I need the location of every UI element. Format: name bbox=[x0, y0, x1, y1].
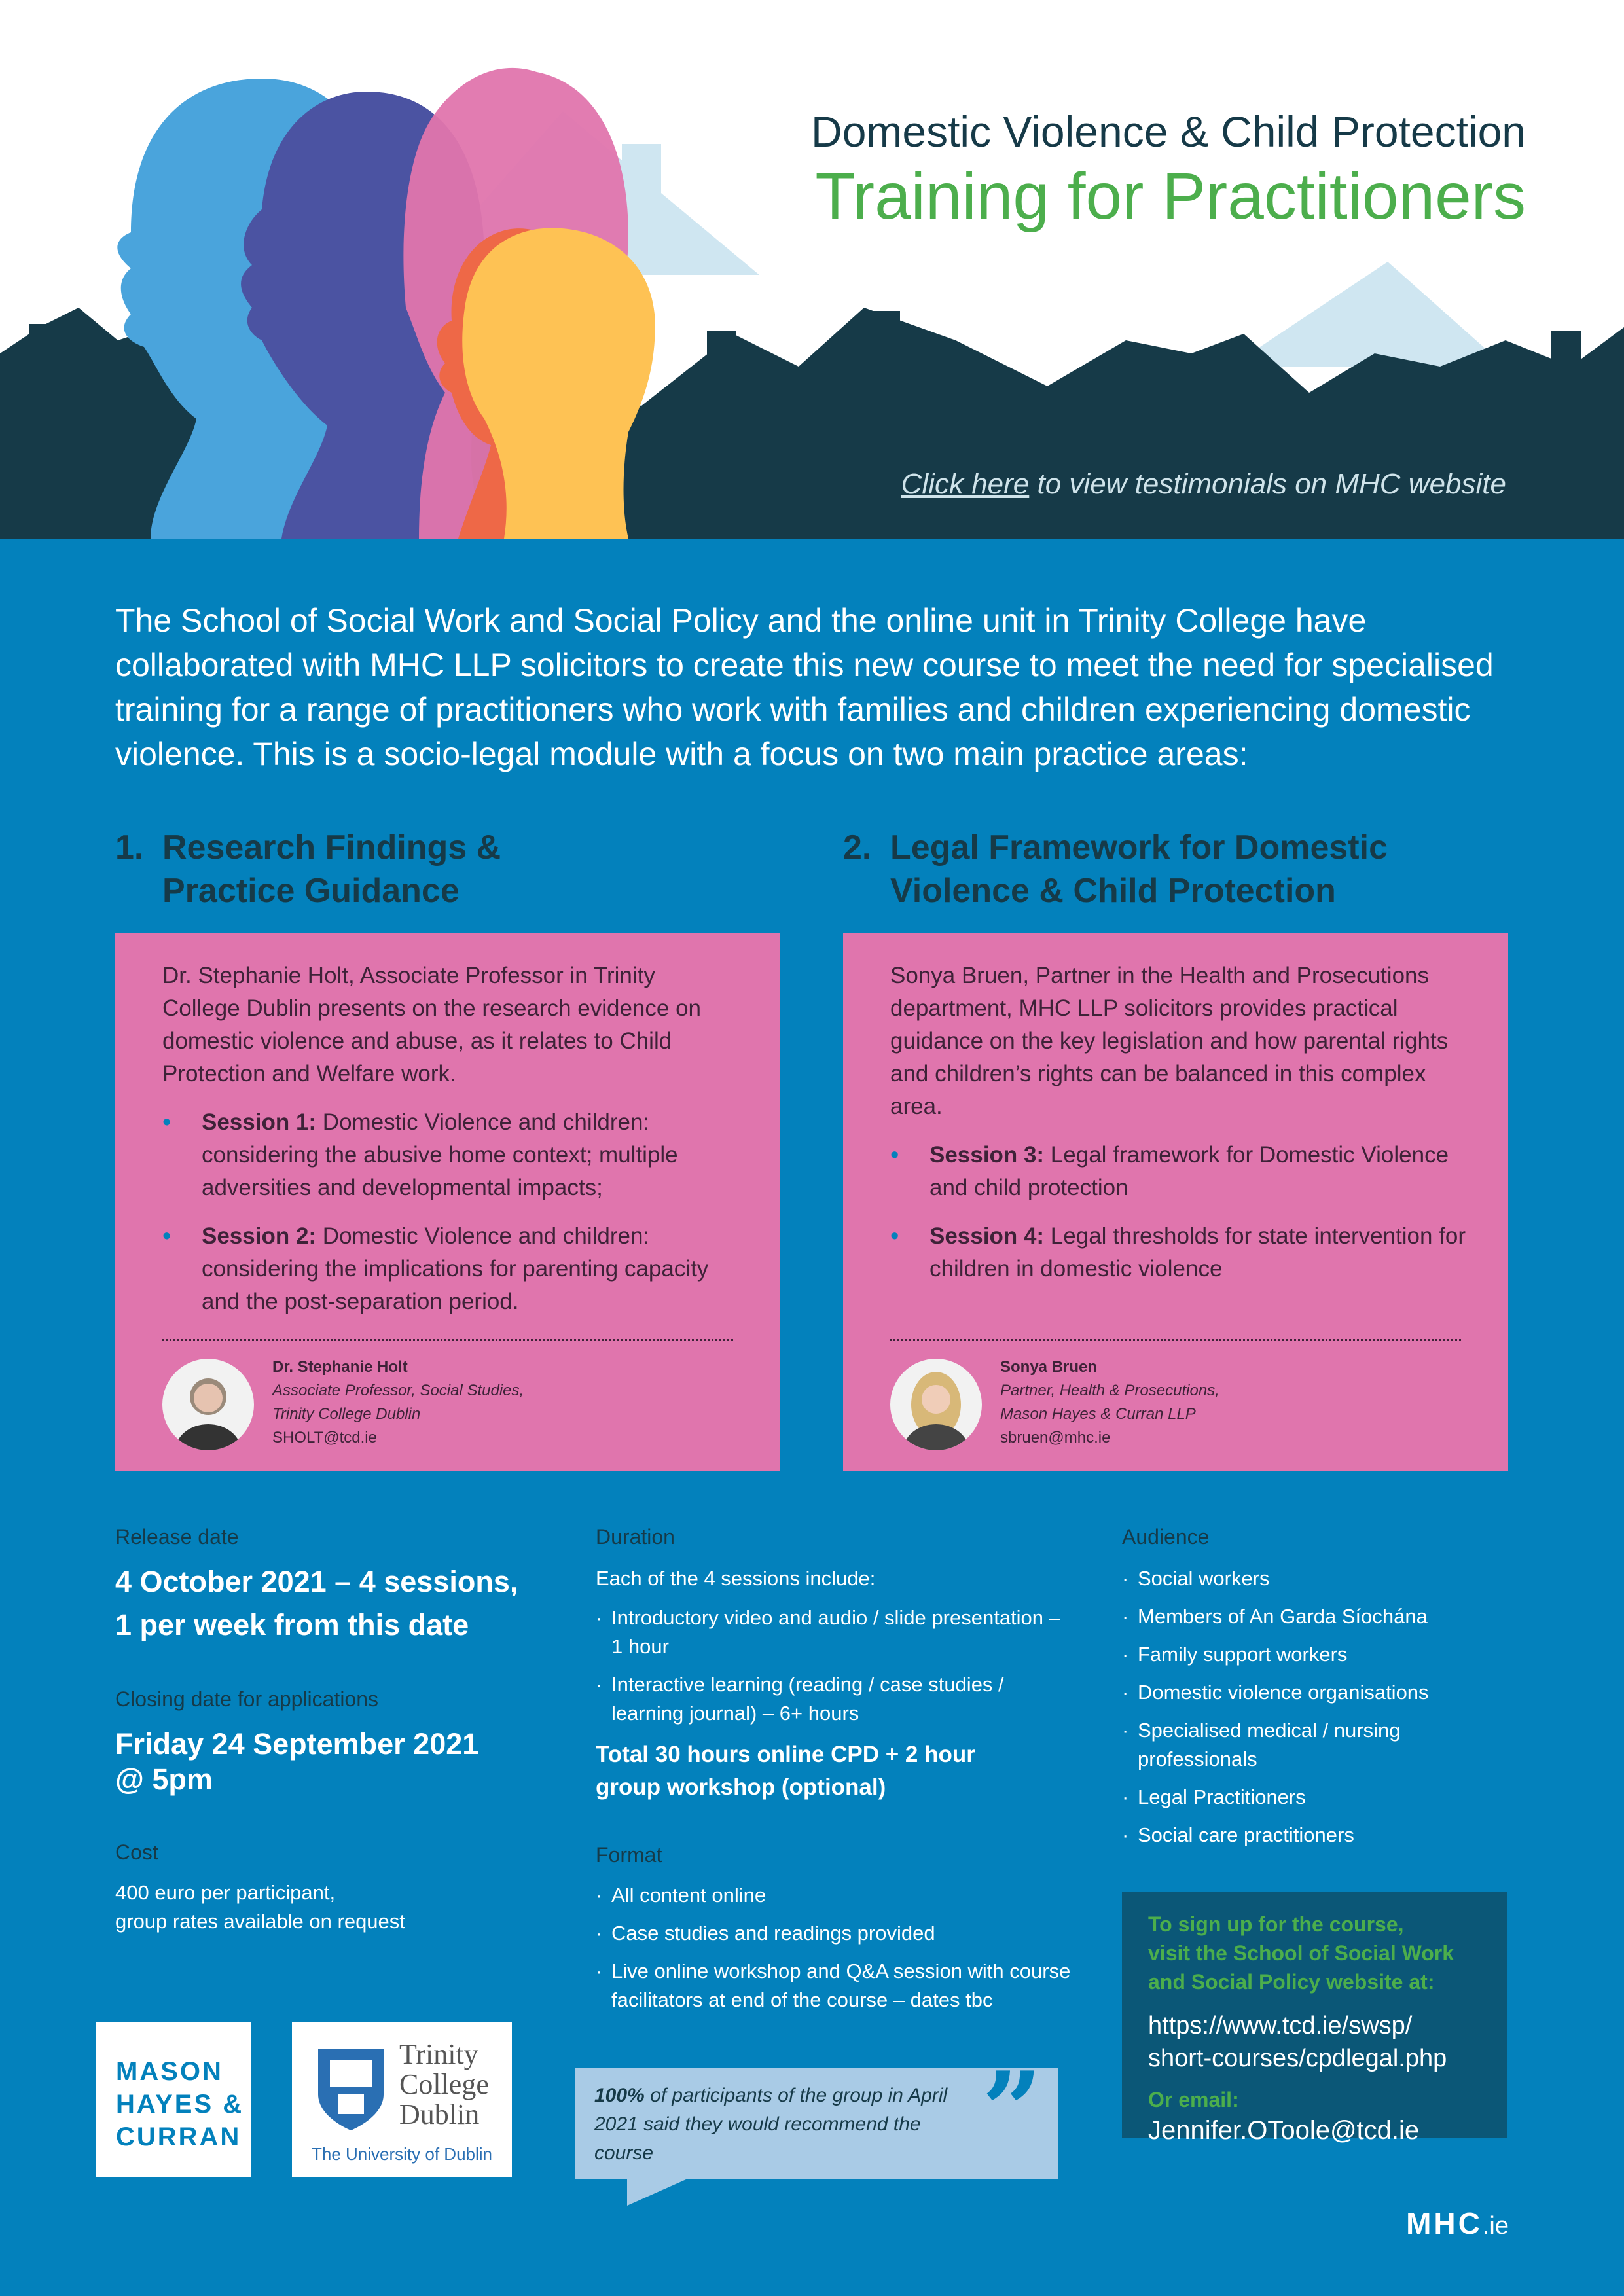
person-email[interactable]: sbruen@mhc.ie bbox=[1000, 1429, 1111, 1446]
quote-percent: 100% bbox=[594, 2085, 645, 2106]
session-label: Session 3: bbox=[929, 1142, 1045, 1168]
quote-body: of participants of the group in April 2021 said they would recommend the course bbox=[594, 2085, 948, 2164]
tcd-name-2: College bbox=[399, 2068, 489, 2100]
list-item: · Case studies and readings provided bbox=[596, 1919, 1093, 1948]
list-item: · Social care practitioners bbox=[1122, 1821, 1489, 1850]
person-email[interactable]: SHOLT@tcd.ie bbox=[272, 1429, 377, 1446]
list-item: · Members of An Garda Síochána bbox=[1122, 1602, 1489, 1631]
session-label: Session 4: bbox=[929, 1223, 1045, 1249]
list-item: · Interactive learning (reading / case studies / learning journal) – 6+ hours bbox=[596, 1670, 1067, 1728]
session-item bbox=[162, 1106, 738, 1204]
area-2-heading bbox=[843, 826, 1498, 918]
area-1-title: Research Findings & Practice Guidance bbox=[162, 829, 501, 910]
format-label: Format bbox=[596, 1843, 662, 1867]
session-item bbox=[890, 1220, 1466, 1285]
crest-icon bbox=[312, 2042, 390, 2134]
footer-brand: MHC bbox=[1406, 2206, 1483, 2240]
signup-line-3: and Social Policy website at: bbox=[1148, 1970, 1435, 1994]
avatar bbox=[890, 1359, 982, 1450]
person-role-2: Trinity College Dublin bbox=[272, 1405, 421, 1423]
list-item: · Legal Practitioners bbox=[1122, 1783, 1489, 1812]
duration-label: Duration bbox=[596, 1525, 675, 1549]
silhouette-illustration bbox=[0, 0, 1624, 539]
person-name: Sonya Bruen bbox=[1000, 1358, 1098, 1376]
area-1-number: 1. bbox=[115, 829, 144, 867]
testimonial-text: to view testimonials on MHC website bbox=[1029, 468, 1506, 500]
hero-banner bbox=[0, 0, 1624, 539]
audience-list bbox=[1122, 1564, 1489, 1859]
tcd-subtitle: The University of Dublin bbox=[312, 2144, 492, 2164]
mhc-logo-line-2: HAYES & bbox=[116, 2090, 244, 2119]
person-card bbox=[1000, 1355, 1219, 1450]
audience-label: Audience bbox=[1122, 1525, 1210, 1549]
bullet-icon: • bbox=[890, 1141, 899, 1169]
duration-total-1: Total 30 hours online CPD + 2 hour bbox=[596, 1742, 975, 1767]
footer-tld: .ie bbox=[1482, 2212, 1509, 2240]
person-role-1: Associate Professor, Social Studies, bbox=[272, 1382, 524, 1399]
tcd-logo bbox=[292, 2022, 512, 2177]
signup-line-1: To sign up for the course, bbox=[1148, 1912, 1404, 1936]
session-label: Session 1: bbox=[202, 1109, 317, 1135]
signup-url-2[interactable]: short-courses/cpdlegal.php bbox=[1148, 2045, 1447, 2072]
list-item: · Specialised medical / nursing professionals bbox=[1122, 1716, 1489, 1774]
cost-line-1: 400 euro per participant, bbox=[115, 1881, 336, 1904]
format-list bbox=[596, 1881, 1093, 2024]
area-2-sessions bbox=[890, 1139, 1466, 1301]
session-item bbox=[162, 1220, 738, 1318]
list-item: · Family support workers bbox=[1122, 1640, 1489, 1669]
list-item: · Live online workshop and Q&A session with course facilitators at end of the course – dates tbc bbox=[596, 1957, 1093, 2015]
area-1-sessions bbox=[162, 1106, 738, 1334]
session-text: Legal thresholds for state intervention for children in domestic violence bbox=[929, 1223, 1466, 1282]
list-item: · Introductory video and audio / slide presentation – 1 hour bbox=[596, 1604, 1067, 1661]
session-text: Domestic Violence and children: considering the abusive home context; multiple adversities and developmental impacts; bbox=[202, 1109, 678, 1200]
bullet-icon: • bbox=[890, 1223, 899, 1250]
release-line-1: 4 October 2021 – 4 sessions, bbox=[115, 1565, 518, 1598]
signup-line-2: visit the School of Social Work bbox=[1148, 1941, 1454, 1965]
person-card bbox=[272, 1355, 524, 1450]
hero-subtitle: Domestic Violence & Child Protection bbox=[811, 107, 1526, 156]
person-name: Dr. Stephanie Holt bbox=[272, 1358, 408, 1376]
divider bbox=[890, 1339, 1461, 1341]
session-item bbox=[890, 1139, 1466, 1204]
release-line-2: 1 per week from this date bbox=[115, 1608, 469, 1641]
list-item: · All content online bbox=[596, 1881, 1093, 1910]
hero-title: Training for Practitioners bbox=[815, 160, 1526, 233]
duration-total-2: group workshop (optional) bbox=[596, 1774, 886, 1800]
footer-logo bbox=[1406, 2206, 1509, 2241]
closing-label: Closing date for applications bbox=[115, 1687, 379, 1711]
session-text: Legal framework for Domestic Violence and child protection bbox=[929, 1142, 1449, 1200]
intro-paragraph: The School of Social Work and Social Policy and the online unit in Trinity College have collaborated with MHC LLP solicitors to create this new course to meet the need for specialised training for a range of practitioners who work with families and children experiencing domestic violence. This is a socio-legal module with a focus on two main practice areas: bbox=[115, 602, 1494, 772]
release-label: Release date bbox=[115, 1525, 239, 1549]
bullet-icon: • bbox=[162, 1109, 171, 1136]
closing-line-2: @ 5pm bbox=[115, 1763, 213, 1796]
mhc-logo-line-3: CURRAN bbox=[116, 2123, 242, 2151]
divider bbox=[162, 1339, 733, 1341]
area-2-number: 2. bbox=[843, 829, 872, 867]
mhc-logo bbox=[96, 2022, 251, 2177]
area-2-title: Legal Framework for Domestic Violence & Child Protection bbox=[890, 829, 1388, 910]
click-here-link[interactable]: Click here bbox=[901, 468, 1030, 500]
session-text: Domestic Violence and children: considering the implications for parenting capacity and the post-separation period. bbox=[202, 1223, 709, 1314]
cost-label: Cost bbox=[115, 1840, 158, 1864]
signup-email[interactable]: Jennifer.OToole@tcd.ie bbox=[1148, 2116, 1420, 2145]
area-1-box bbox=[115, 933, 780, 1471]
closing-line-1: Friday 24 September 2021 bbox=[115, 1727, 479, 1761]
tcd-name-3: Dublin bbox=[399, 2098, 480, 2130]
mhc-logo-line-1: MASON bbox=[116, 2057, 223, 2086]
area-1-description: Dr. Stephanie Holt, Associate Professor in Trinity College Dublin presents on the research evidence on domestic violence and abuse, as it relates to Child Protection and Welfare work. bbox=[162, 963, 702, 1086]
person-role-1: Partner, Health & Prosecutions, bbox=[1000, 1382, 1219, 1399]
area-1-heading bbox=[115, 826, 770, 918]
tcd-name-1: Trinity bbox=[399, 2038, 478, 2070]
list-item: · Social workers bbox=[1122, 1564, 1489, 1593]
area-2-description: Sonya Bruen, Partner in the Health and Prosecutions department, MHC LLP solicitors provides practical guidance on the key legislation and how parental rights and children’s rights can be balanced in this complex area. bbox=[890, 963, 1449, 1119]
duration-list bbox=[596, 1604, 1067, 1737]
cost-line-2: group rates available on request bbox=[115, 1910, 405, 1933]
person-role-2: Mason Hayes & Curran LLP bbox=[1000, 1405, 1196, 1423]
duration-intro: Each of the 4 sessions include: bbox=[596, 1567, 876, 1590]
area-2-box bbox=[843, 933, 1508, 1471]
signup-box bbox=[1122, 1892, 1507, 2145]
session-label: Session 2: bbox=[202, 1223, 317, 1249]
hero-title-block bbox=[811, 105, 1526, 234]
quote-mark-icon: ” bbox=[981, 2049, 1042, 2172]
bullet-icon: • bbox=[162, 1223, 171, 1250]
avatar bbox=[162, 1359, 254, 1450]
signup-email-label: Or email: bbox=[1148, 2088, 1239, 2111]
testimonial-link bbox=[901, 468, 1506, 501]
list-item: · Domestic violence organisations bbox=[1122, 1678, 1489, 1707]
quote-text bbox=[594, 2081, 961, 2168]
quote-box bbox=[575, 2049, 1058, 2179]
speech-tail bbox=[627, 2179, 686, 2206]
signup-url-1[interactable]: https://www.tcd.ie/swsp/ bbox=[1148, 2012, 1413, 2039]
